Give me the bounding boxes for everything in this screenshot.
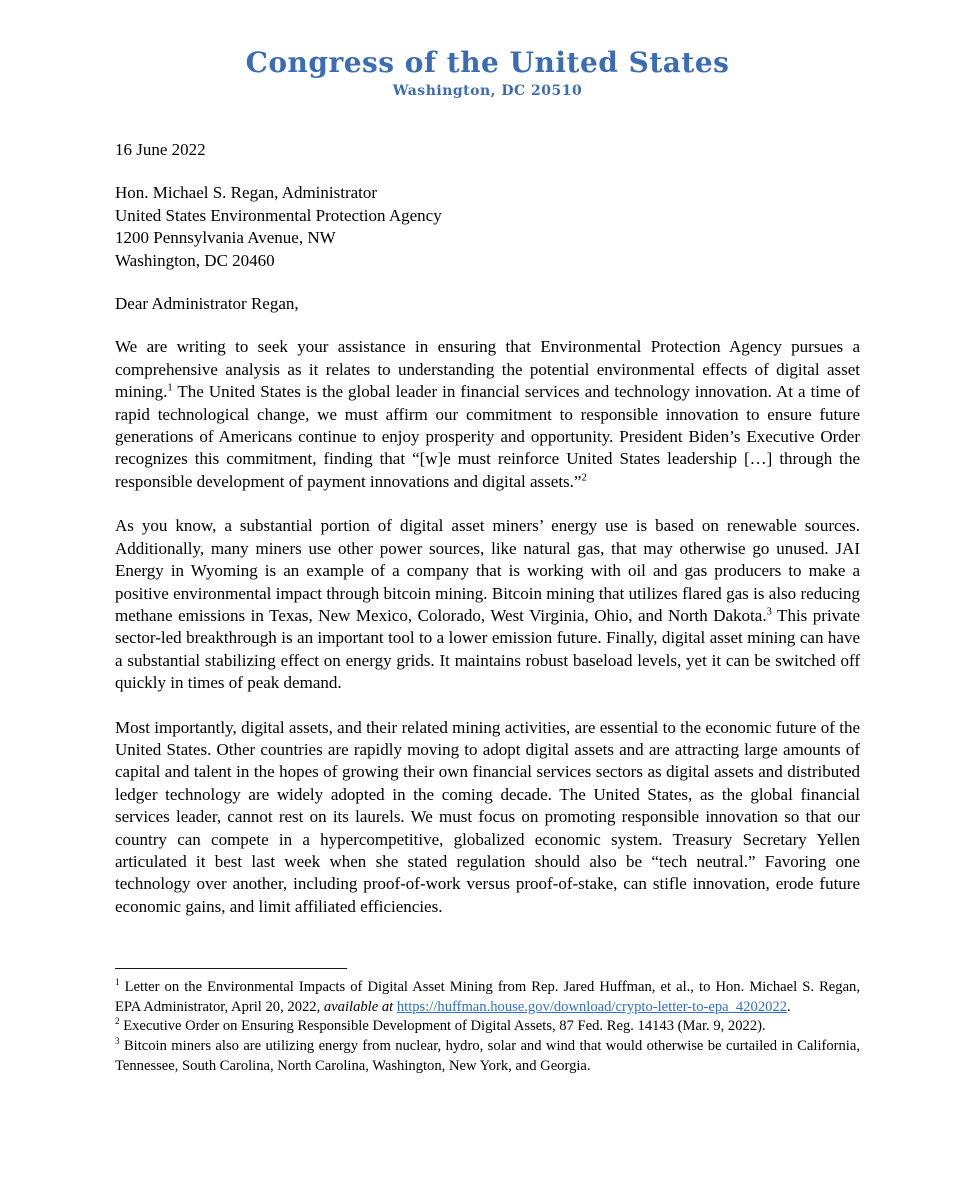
footnote-marker: 1 — [115, 977, 120, 988]
recipient-address — [115, 182, 860, 272]
footnote-divider — [115, 968, 347, 969]
body-paragraph: As you know, a substantial portion of digital asset miners’ energy use is based on renewable sources. Additionally, many miners use other power sources, like natural gas, that may otherwise go unused. JAI Energy in Wyoming is an example of a company that is working with oil and gas producers to make a positive environmental impact through bitcoin mining. Bitcoin mining that utilizes flared gas is also reducing methane emissions in Texas, New Mexico, Colorado, West Virginia, Ohio, and North Dakota.$^3$ This private sector-led breakthrough is an important tool to a lower emission future. Finally, digital asset mining can have a substantial stabilizing effect on energy grids. It maintains robust baseload levels, yet it can be switched off quickly in times of peak demand. — [115, 516, 860, 693]
footnotes-list — [115, 978, 860, 1076]
footnote: $^2$ Executive Order on Ensuring Responsible Development of Digital Assets, 87 Fed. Reg. 14143 (Mar. 9, 2022). — [115, 1016, 766, 1035]
salutation: Dear Administrator Regan, — [115, 294, 299, 314]
footnote-marker: 2 — [115, 1016, 120, 1027]
footnotes-section — [115, 968, 860, 1076]
footnote-ref: 1 — [167, 382, 173, 394]
letterhead-title: Congress of the United States — [245, 46, 730, 79]
recipient-line: Washington, DC 20460 — [115, 250, 275, 270]
footnote-ref: 3 — [766, 606, 772, 618]
recipient-line: 1200 Pennsylvania Avenue, NW — [115, 228, 336, 248]
letterhead-subtitle: Washington, DC 20510 — [392, 83, 583, 99]
italic-text: available at — [323, 998, 394, 1015]
footnote: $^1$ Letter on the Environmental Impacts of Digital Asset Mining from Rep. Jared Huffman, et al., to Hon. Michael S. Regan, EPA Administrator, April 20, 2022, available at https://huffman.house.gov/download/crypto-letter-to-epa_4202022. — [115, 977, 860, 1015]
letter-date: 16 June 2022 — [115, 140, 206, 159]
body-paragraph: Most importantly, digital assets, and their related mining activities, are essential to the economic future of the United States. Other countries are rapidly moving to adopt digital assets and are attracting large amounts of capital and talent in the hopes of growing their own financial services sectors as digital assets and distributed ledger technology are widely adopted in the coming decade. The United States, as the global financial services leader, cannot rest on its laurels. We must focus on promoting responsible innovation so that our country can compete in a hypercompetitive, globalized economic system. Treasury Secretary Yellen articulated it best last week when she stated regulation should also be “tech neutral.” Favoring one technology over another, including proof-of-work versus proof-of-stake, can stifle innovation, erode future economic gains, and limit affiliated efficiencies. — [115, 717, 860, 916]
footnote-marker: 3 — [115, 1036, 120, 1047]
letterhead — [115, 46, 860, 99]
letter-body — [115, 336, 860, 918]
body-paragraph: We are writing to seek your assistance in ensuring that Environmental Protection Agency pursues a comprehensive analysis as it relates to understanding the potential environmental effects of digital asset mining.$^1$ The United States is the global leader in financial services and technology innovation. At a time of rapid technological change, we must affirm our commitment to responsible innovation to ensure future generations of Americans continue to enjoy prosperity and opportunity. President Biden’s Executive Order recognizes this commitment, finding that “[w]e must reinforce United States leadership […] through the responsible development of payment innovations and digital assets.”$^2$ — [115, 337, 860, 491]
recipient-line: United States Environmental Protection Agency — [115, 205, 442, 225]
footnote-ref: 2 — [581, 472, 587, 484]
recipient-line: Hon. Michael S. Regan, Administrator — [115, 183, 378, 203]
footnote-link[interactable]: https://huffman.house.gov/download/crypto-letter-to-epa_4202022 — [396, 998, 788, 1015]
footnote: $^3$ Bitcoin miners also are utilizing energy from nuclear, hydro, solar and wind that would otherwise be curtailed in California, Tennessee, South Carolina, North Carolina, Washington, New York, and Georgia. — [115, 1036, 860, 1074]
